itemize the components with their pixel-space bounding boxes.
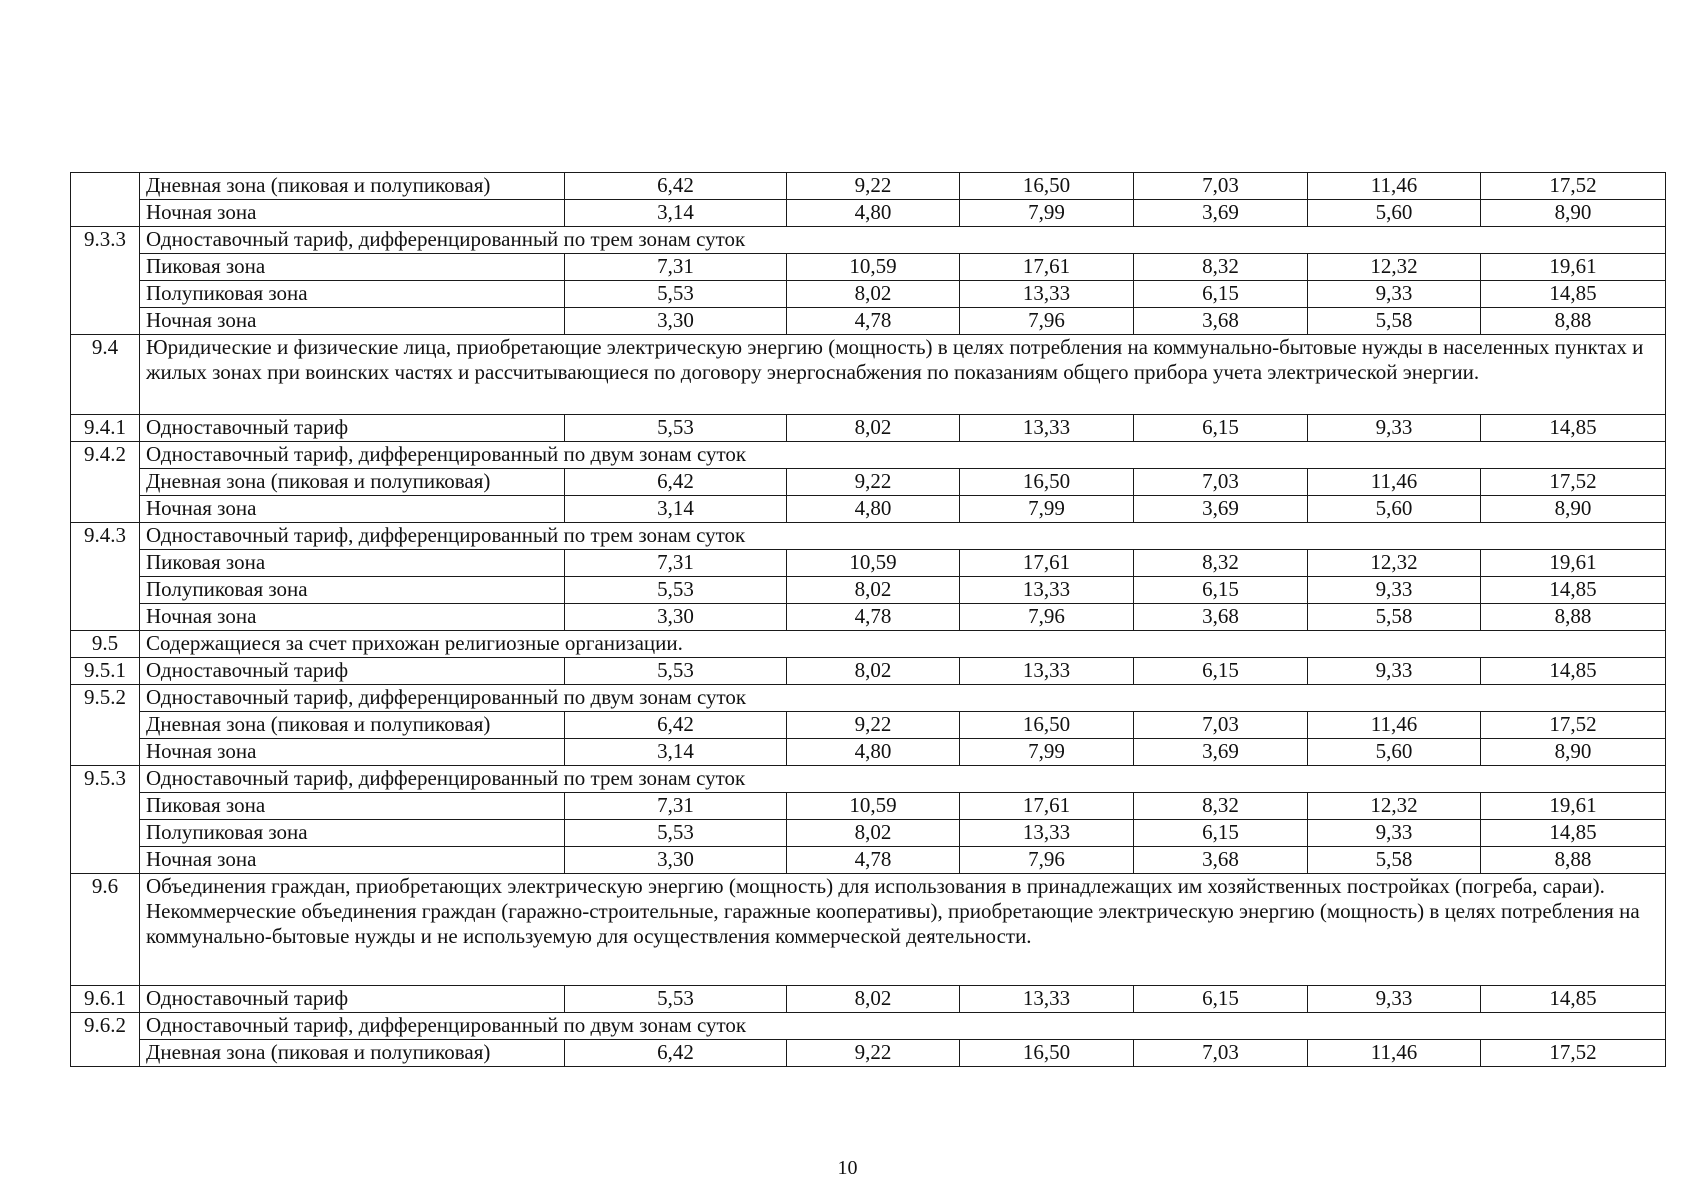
- tariff-value-cell: 5,60: [1308, 496, 1481, 523]
- section-row: [71, 335, 1666, 415]
- tariff-value-cell: 5,53: [565, 986, 787, 1013]
- row-code: 9.4: [71, 335, 140, 415]
- tariff-value-cell: 8,88: [1481, 308, 1666, 335]
- tariff-value-cell: 12,32: [1308, 793, 1481, 820]
- tariff-value-cell: 6,15: [1134, 281, 1308, 308]
- tariff-value-cell: 19,61: [1481, 793, 1666, 820]
- tariff-table-body: [71, 173, 1666, 1067]
- tariff-value-cell: 14,85: [1481, 820, 1666, 847]
- tariff-value-cell: 9,22: [787, 469, 960, 496]
- tariff-value-cell: 4,78: [787, 308, 960, 335]
- tariff-value-cell: 11,46: [1308, 1040, 1481, 1067]
- section-description: Одноставочный тариф, дифференцированный по трем зонам суток: [140, 523, 1666, 550]
- tariff-value-cell: 9,33: [1308, 281, 1481, 308]
- tariff-value-cell: 8,02: [787, 986, 960, 1013]
- tariff-value-cell: 13,33: [960, 415, 1134, 442]
- row-name: Ночная зона: [140, 496, 565, 523]
- tariff-value-cell: 8,90: [1481, 496, 1666, 523]
- table-row: [71, 712, 1666, 739]
- section-description: Содержащиеся за счет прихожан религиозные организации.: [140, 631, 1666, 658]
- tariff-value-cell: 5,58: [1308, 308, 1481, 335]
- tariff-value-cell: 7,99: [960, 496, 1134, 523]
- section-description: Юридические и физические лица, приобретающие электрическую энергию (мощность) в целях потребления на коммунально-бытовые нужды в населенных пунктах и жилых зонах при воинских частях и рассчитывающиеся по договору энергоснабжения по показаниям общего прибора учета электрической энергии.: [140, 335, 1666, 415]
- row-name: Ночная зона: [140, 847, 565, 874]
- section-description: Одноставочный тариф, дифференцированный по двум зонам суток: [140, 1013, 1666, 1040]
- row-name: Полупиковая зона: [140, 577, 565, 604]
- tariff-table: [70, 172, 1666, 1067]
- tariff-value-cell: 7,96: [960, 308, 1134, 335]
- table-row: [71, 986, 1666, 1013]
- tariff-value-cell: 13,33: [960, 577, 1134, 604]
- tariff-value-cell: 10,59: [787, 550, 960, 577]
- tariff-value-cell: 14,85: [1481, 577, 1666, 604]
- section-row: [71, 685, 1666, 712]
- row-name: Полупиковая зона: [140, 281, 565, 308]
- tariff-value-cell: 17,61: [960, 793, 1134, 820]
- tariff-value-cell: 5,53: [565, 415, 787, 442]
- tariff-value-cell: 6,42: [565, 469, 787, 496]
- tariff-value-cell: 17,61: [960, 550, 1134, 577]
- row-code: 9.5.1: [71, 658, 140, 685]
- tariff-value-cell: 8,02: [787, 820, 960, 847]
- section-row: [71, 523, 1666, 550]
- tariff-value-cell: 17,61: [960, 254, 1134, 281]
- section-paragraph: Некоммерческие объединения граждан (гаражно-строительные, гаражные кооперативы), приобретающие электрическую энергию (мощность) в целях потребления на коммунально-бытовые нужды и не используемую для осуществления коммерческой деятельности.: [146, 899, 1640, 949]
- tariff-value-cell: 6,42: [565, 1040, 787, 1067]
- section-description: [140, 874, 1666, 986]
- tariff-value-cell: 17,52: [1481, 712, 1666, 739]
- row-code: 9.5: [71, 631, 140, 658]
- row-name: Ночная зона: [140, 739, 565, 766]
- row-code: 9.3.3: [71, 227, 140, 335]
- tariff-value-cell: 10,59: [787, 793, 960, 820]
- tariff-value-cell: 6,15: [1134, 577, 1308, 604]
- tariff-value-cell: 5,60: [1308, 739, 1481, 766]
- table-row: [71, 200, 1666, 227]
- tariff-value-cell: 7,03: [1134, 1040, 1308, 1067]
- tariff-value-cell: 5,53: [565, 281, 787, 308]
- row-code: [71, 173, 140, 227]
- tariff-value-cell: 9,22: [787, 1040, 960, 1067]
- section-description: Одноставочный тариф, дифференцированный по двум зонам суток: [140, 442, 1666, 469]
- tariff-value-cell: 19,61: [1481, 254, 1666, 281]
- table-row: [71, 604, 1666, 631]
- tariff-value-cell: 8,32: [1134, 254, 1308, 281]
- tariff-value-cell: 13,33: [960, 986, 1134, 1013]
- row-code: 9.5.3: [71, 766, 140, 874]
- row-name: Одноставочный тариф: [140, 986, 565, 1013]
- tariff-value-cell: 11,46: [1308, 469, 1481, 496]
- tariff-value-cell: 3,14: [565, 496, 787, 523]
- section-row: [71, 227, 1666, 254]
- section-description: Одноставочный тариф, дифференцированный по трем зонам суток: [140, 766, 1666, 793]
- table-row: [71, 847, 1666, 874]
- row-name: Дневная зона (пиковая и полупиковая): [140, 469, 565, 496]
- row-name: Полупиковая зона: [140, 820, 565, 847]
- tariff-value-cell: 11,46: [1308, 712, 1481, 739]
- row-code: 9.5.2: [71, 685, 140, 766]
- tariff-value-cell: 5,60: [1308, 200, 1481, 227]
- tariff-value-cell: 16,50: [960, 712, 1134, 739]
- tariff-value-cell: 4,78: [787, 847, 960, 874]
- row-code: 9.4.1: [71, 415, 140, 442]
- table-row: [71, 308, 1666, 335]
- tariff-value-cell: 8,02: [787, 577, 960, 604]
- tariff-value-cell: 8,32: [1134, 793, 1308, 820]
- section-row: [71, 631, 1666, 658]
- tariff-value-cell: 17,52: [1481, 469, 1666, 496]
- tariff-value-cell: 12,32: [1308, 254, 1481, 281]
- row-name: Пиковая зона: [140, 550, 565, 577]
- tariff-value-cell: 5,53: [565, 577, 787, 604]
- tariff-value-cell: 3,14: [565, 200, 787, 227]
- row-name: Пиковая зона: [140, 793, 565, 820]
- tariff-value-cell: 7,31: [565, 254, 787, 281]
- tariff-value-cell: 9,33: [1308, 577, 1481, 604]
- tariff-value-cell: 9,33: [1308, 986, 1481, 1013]
- page-number: 10: [837, 1157, 858, 1179]
- tariff-value-cell: 7,99: [960, 200, 1134, 227]
- row-name: Одноставочный тариф: [140, 658, 565, 685]
- section-row: [71, 1013, 1666, 1040]
- row-name: Пиковая зона: [140, 254, 565, 281]
- tariff-value-cell: 6,15: [1134, 658, 1308, 685]
- tariff-value-cell: 5,58: [1308, 604, 1481, 631]
- section-paragraph: Объединения граждан, приобретающих электрическую энергию (мощность) для использования в принадлежащих им хозяйственных постройках (погреба, сараи).: [146, 874, 1605, 898]
- tariff-value-cell: 6,15: [1134, 415, 1308, 442]
- row-name: Дневная зона (пиковая и полупиковая): [140, 1040, 565, 1067]
- section-description: Одноставочный тариф, дифференцированный по трем зонам суток: [140, 227, 1666, 254]
- tariff-value-cell: 3,69: [1134, 496, 1308, 523]
- tariff-value-cell: 8,90: [1481, 739, 1666, 766]
- tariff-value-cell: 8,88: [1481, 847, 1666, 874]
- tariff-value-cell: 9,33: [1308, 658, 1481, 685]
- tariff-value-cell: 14,85: [1481, 281, 1666, 308]
- tariff-value-cell: 7,31: [565, 793, 787, 820]
- tariff-value-cell: 7,03: [1134, 469, 1308, 496]
- tariff-value-cell: 7,99: [960, 739, 1134, 766]
- table-row: [71, 1040, 1666, 1067]
- tariff-value-cell: 6,15: [1134, 986, 1308, 1013]
- tariff-value-cell: 8,02: [787, 281, 960, 308]
- tariff-value-cell: 9,22: [787, 712, 960, 739]
- section-row: [71, 874, 1666, 986]
- table-row: [71, 173, 1666, 200]
- tariff-value-cell: 3,30: [565, 308, 787, 335]
- tariff-value-cell: 19,61: [1481, 550, 1666, 577]
- row-code: 9.6: [71, 874, 140, 986]
- section-row: [71, 442, 1666, 469]
- tariff-value-cell: 7,96: [960, 847, 1134, 874]
- tariff-value-cell: 3,30: [565, 604, 787, 631]
- tariff-value-cell: 3,68: [1134, 604, 1308, 631]
- tariff-value-cell: 6,42: [565, 173, 787, 200]
- table-row: [71, 469, 1666, 496]
- tariff-value-cell: 13,33: [960, 281, 1134, 308]
- tariff-value-cell: 4,80: [787, 496, 960, 523]
- tariff-value-cell: 3,30: [565, 847, 787, 874]
- tariff-value-cell: 7,03: [1134, 173, 1308, 200]
- table-row: [71, 793, 1666, 820]
- row-code: 9.6.1: [71, 986, 140, 1013]
- row-code: 9.4.2: [71, 442, 140, 523]
- tariff-value-cell: 8,02: [787, 658, 960, 685]
- tariff-value-cell: 3,68: [1134, 847, 1308, 874]
- tariff-value-cell: 16,50: [960, 469, 1134, 496]
- tariff-value-cell: 16,50: [960, 173, 1134, 200]
- tariff-value-cell: 4,78: [787, 604, 960, 631]
- tariff-value-cell: 3,14: [565, 739, 787, 766]
- row-name: Ночная зона: [140, 200, 565, 227]
- section-description: Одноставочный тариф, дифференцированный по двум зонам суток: [140, 685, 1666, 712]
- tariff-value-cell: 4,80: [787, 200, 960, 227]
- section-row: [71, 766, 1666, 793]
- tariff-value-cell: 9,33: [1308, 820, 1481, 847]
- tariff-value-cell: 8,90: [1481, 200, 1666, 227]
- tariff-value-cell: 14,85: [1481, 986, 1666, 1013]
- table-row: [71, 496, 1666, 523]
- row-name: Дневная зона (пиковая и полупиковая): [140, 173, 565, 200]
- tariff-value-cell: 13,33: [960, 658, 1134, 685]
- row-code: 9.6.2: [71, 1013, 140, 1067]
- row-name: Дневная зона (пиковая и полупиковая): [140, 712, 565, 739]
- tariff-value-cell: 3,69: [1134, 200, 1308, 227]
- tariff-value-cell: 3,69: [1134, 739, 1308, 766]
- tariff-value-cell: 17,52: [1481, 173, 1666, 200]
- tariff-value-cell: 4,80: [787, 739, 960, 766]
- tariff-value-cell: 7,03: [1134, 712, 1308, 739]
- tariff-value-cell: 5,53: [565, 658, 787, 685]
- table-row: [71, 820, 1666, 847]
- table-row: [71, 415, 1666, 442]
- table-row: [71, 577, 1666, 604]
- row-name: Одноставочный тариф: [140, 415, 565, 442]
- tariff-value-cell: 9,33: [1308, 415, 1481, 442]
- tariff-value-cell: 14,85: [1481, 415, 1666, 442]
- tariff-value-cell: 16,50: [960, 1040, 1134, 1067]
- tariff-value-cell: 11,46: [1308, 173, 1481, 200]
- tariff-value-cell: 10,59: [787, 254, 960, 281]
- row-name: Ночная зона: [140, 604, 565, 631]
- tariff-value-cell: 6,15: [1134, 820, 1308, 847]
- table-row: [71, 281, 1666, 308]
- tariff-value-cell: 5,53: [565, 820, 787, 847]
- table-row: [71, 739, 1666, 766]
- table-row: [71, 254, 1666, 281]
- tariff-value-cell: 7,31: [565, 550, 787, 577]
- table-row: [71, 550, 1666, 577]
- tariff-value-cell: 3,68: [1134, 308, 1308, 335]
- tariff-value-cell: 8,02: [787, 415, 960, 442]
- tariff-value-cell: 12,32: [1308, 550, 1481, 577]
- tariff-value-cell: 14,85: [1481, 658, 1666, 685]
- tariff-value-cell: 9,22: [787, 173, 960, 200]
- tariff-value-cell: 6,42: [565, 712, 787, 739]
- tariff-value-cell: 7,96: [960, 604, 1134, 631]
- tariff-value-cell: 5,58: [1308, 847, 1481, 874]
- row-code: 9.4.3: [71, 523, 140, 631]
- tariff-value-cell: 13,33: [960, 820, 1134, 847]
- tariff-value-cell: 8,32: [1134, 550, 1308, 577]
- table-row: [71, 658, 1666, 685]
- tariff-value-cell: 8,88: [1481, 604, 1666, 631]
- tariff-value-cell: 17,52: [1481, 1040, 1666, 1067]
- row-name: Ночная зона: [140, 308, 565, 335]
